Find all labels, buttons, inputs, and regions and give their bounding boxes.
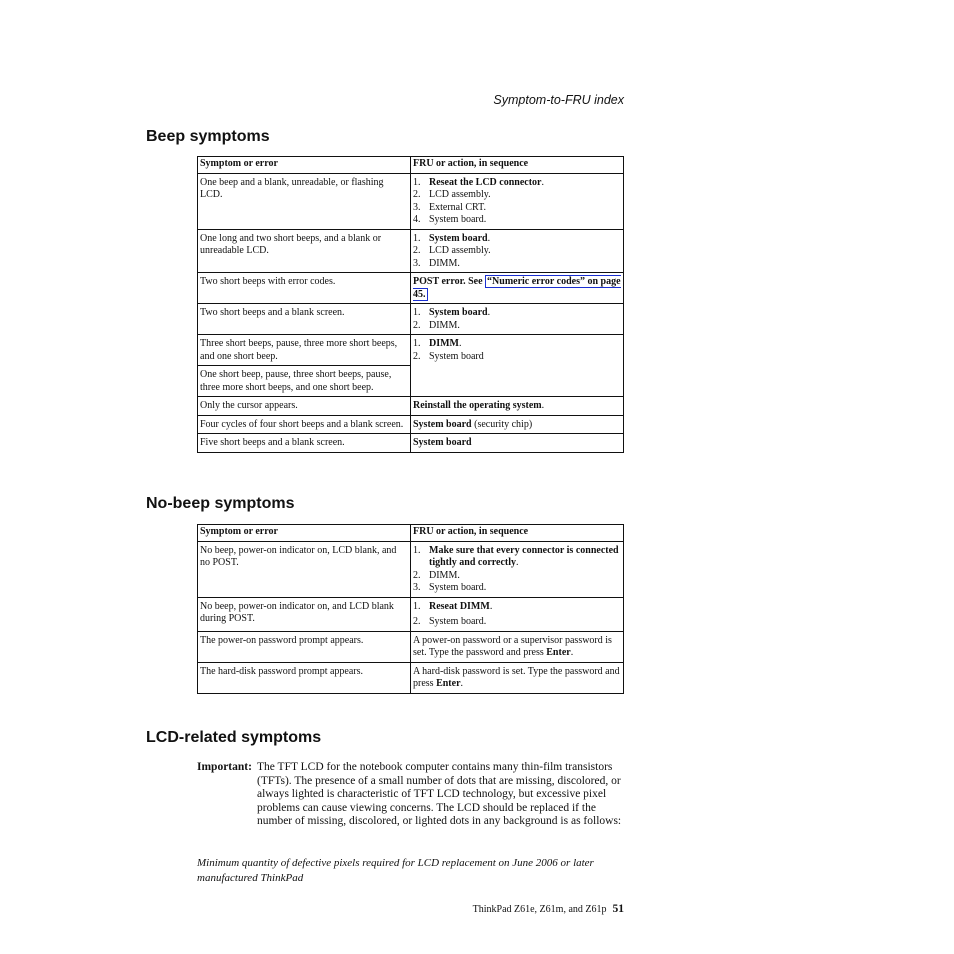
symptom-cell: One long and two short beeps, and a blank or unreadable LCD. bbox=[198, 229, 411, 273]
action-cell bbox=[411, 173, 624, 229]
table-row bbox=[198, 541, 624, 597]
table-row bbox=[198, 415, 624, 434]
list-item: 3. DIMM. bbox=[413, 257, 460, 269]
important-text: The TFT LCD for the notebook computer contains many thin-film transistors (TFTs). The presence of a small number of dots that are missing, discolored, or always lighted is characteristic of TFT LCD technology, but excessive pixel problems can cause viewing concerns. The LCD should be replaced if the number of missing, discolored, or lighted dots in any background is as follows: bbox=[257, 761, 622, 827]
symptom-cell: Five short beeps and a blank screen. bbox=[198, 434, 411, 453]
table-row bbox=[198, 229, 624, 273]
list-item: 2. LCD assembly. bbox=[413, 189, 491, 200]
list-item: 1. DIMM. bbox=[413, 338, 462, 349]
table-row bbox=[198, 597, 624, 631]
symptom-cell: Two short beeps with error codes. bbox=[198, 273, 411, 304]
symptom-cell: Two short beeps and a blank screen. bbox=[198, 304, 411, 335]
section-heading-no-beep: No-beep symptoms bbox=[146, 495, 295, 512]
symptom-cell: One short beep, pause, three short beeps, pause, three more short beeps, and one short beep. bbox=[198, 366, 411, 397]
list-item: 1. Reseat the LCD connector. bbox=[413, 176, 544, 188]
no-beep-symptoms-table bbox=[197, 524, 624, 694]
section-heading-lcd: LCD-related symptoms bbox=[146, 729, 322, 746]
table-row bbox=[198, 397, 624, 416]
footer-models: ThinkPad Z61e, Z61m, and Z61p bbox=[472, 904, 607, 915]
list-item: 2. System board. bbox=[413, 616, 487, 627]
action-cell: System board bbox=[411, 434, 624, 453]
action-cell: POST error. See “Numeric error codes” on page 45. bbox=[411, 273, 624, 304]
symptom-cell: Four cycles of four short beeps and a blank screen. bbox=[198, 415, 411, 434]
action-list bbox=[413, 307, 621, 332]
list-item: 3. External CRT. bbox=[413, 201, 486, 213]
running-header: Symptom-to-FRU index bbox=[493, 93, 624, 107]
important-label: Important: bbox=[197, 761, 252, 773]
section-heading-beep: Beep symptoms bbox=[146, 128, 270, 145]
table-row bbox=[198, 434, 624, 453]
list-item: 4. System board. bbox=[413, 214, 487, 225]
page-number: 51 bbox=[612, 903, 624, 915]
list-item: 2. DIMM. bbox=[413, 569, 460, 581]
action-cell: A hard-disk password is set. Type the password and press Enter. bbox=[411, 662, 624, 693]
column-header-symptom: Symptom or error bbox=[198, 525, 411, 542]
table-row bbox=[198, 335, 624, 366]
action-cell: System board (security chip) bbox=[411, 415, 624, 434]
column-header-symptom: Symptom or error bbox=[198, 157, 411, 174]
action-cell: A power-on password or a supervisor password is set. Type the password and press Enter. bbox=[411, 631, 624, 662]
table-row bbox=[198, 304, 624, 335]
list-item: 1. System board. bbox=[413, 232, 491, 244]
cross-reference-link[interactable]: “Numeric error codes” on page 45. bbox=[413, 276, 621, 300]
list-item: 2. DIMM. bbox=[413, 319, 460, 331]
beep-symptoms-table bbox=[197, 156, 624, 453]
symptom-cell: No beep, power-on indicator on, LCD blank, and no POST. bbox=[198, 541, 411, 597]
symptom-cell: Only the cursor appears. bbox=[198, 397, 411, 416]
list-item: 3. System board. bbox=[413, 582, 487, 593]
table-header-row bbox=[198, 525, 624, 542]
symptom-cell: The power-on password prompt appears. bbox=[198, 631, 411, 662]
list-item: 1. System board. bbox=[413, 307, 491, 318]
action-list bbox=[413, 601, 621, 629]
list-item: 2. LCD assembly. bbox=[413, 245, 491, 256]
table-caption: Minimum quantity of defective pixels required for LCD replacement on June 2006 or later manufactured ThinkPad bbox=[197, 857, 594, 884]
action-list bbox=[413, 177, 621, 227]
table-row bbox=[198, 273, 624, 304]
action-cell bbox=[411, 335, 624, 397]
action-cell bbox=[411, 304, 624, 335]
action-cell bbox=[411, 597, 624, 631]
list-item: 1. Make sure that every connector is connected tightly and correctly. bbox=[413, 544, 619, 568]
symptom-cell: The hard-disk password prompt appears. bbox=[198, 662, 411, 693]
table-row bbox=[198, 173, 624, 229]
symptom-cell: Three short beeps, pause, three more short beeps, and one short beep. bbox=[198, 335, 411, 366]
column-header-action: FRU or action, in sequence bbox=[411, 525, 624, 542]
action-list bbox=[413, 338, 621, 363]
column-header-action: FRU or action, in sequence bbox=[411, 157, 624, 174]
table-row bbox=[198, 631, 624, 662]
list-item: 2. System board bbox=[413, 350, 484, 362]
action-list bbox=[413, 233, 621, 271]
table-header-row bbox=[198, 157, 624, 174]
list-item: 1. Reseat DIMM. bbox=[413, 600, 493, 612]
page-footer bbox=[473, 903, 624, 915]
symptom-cell: One beep and a blank, unreadable, or flashing LCD. bbox=[198, 173, 411, 229]
action-list bbox=[413, 545, 621, 595]
important-note bbox=[197, 761, 627, 829]
action-cell bbox=[411, 229, 624, 273]
action-cell bbox=[411, 541, 624, 597]
table-row bbox=[198, 662, 624, 693]
action-cell: Reinstall the operating system. bbox=[411, 397, 624, 416]
symptom-cell: No beep, power-on indicator on, and LCD blank during POST. bbox=[198, 597, 411, 631]
